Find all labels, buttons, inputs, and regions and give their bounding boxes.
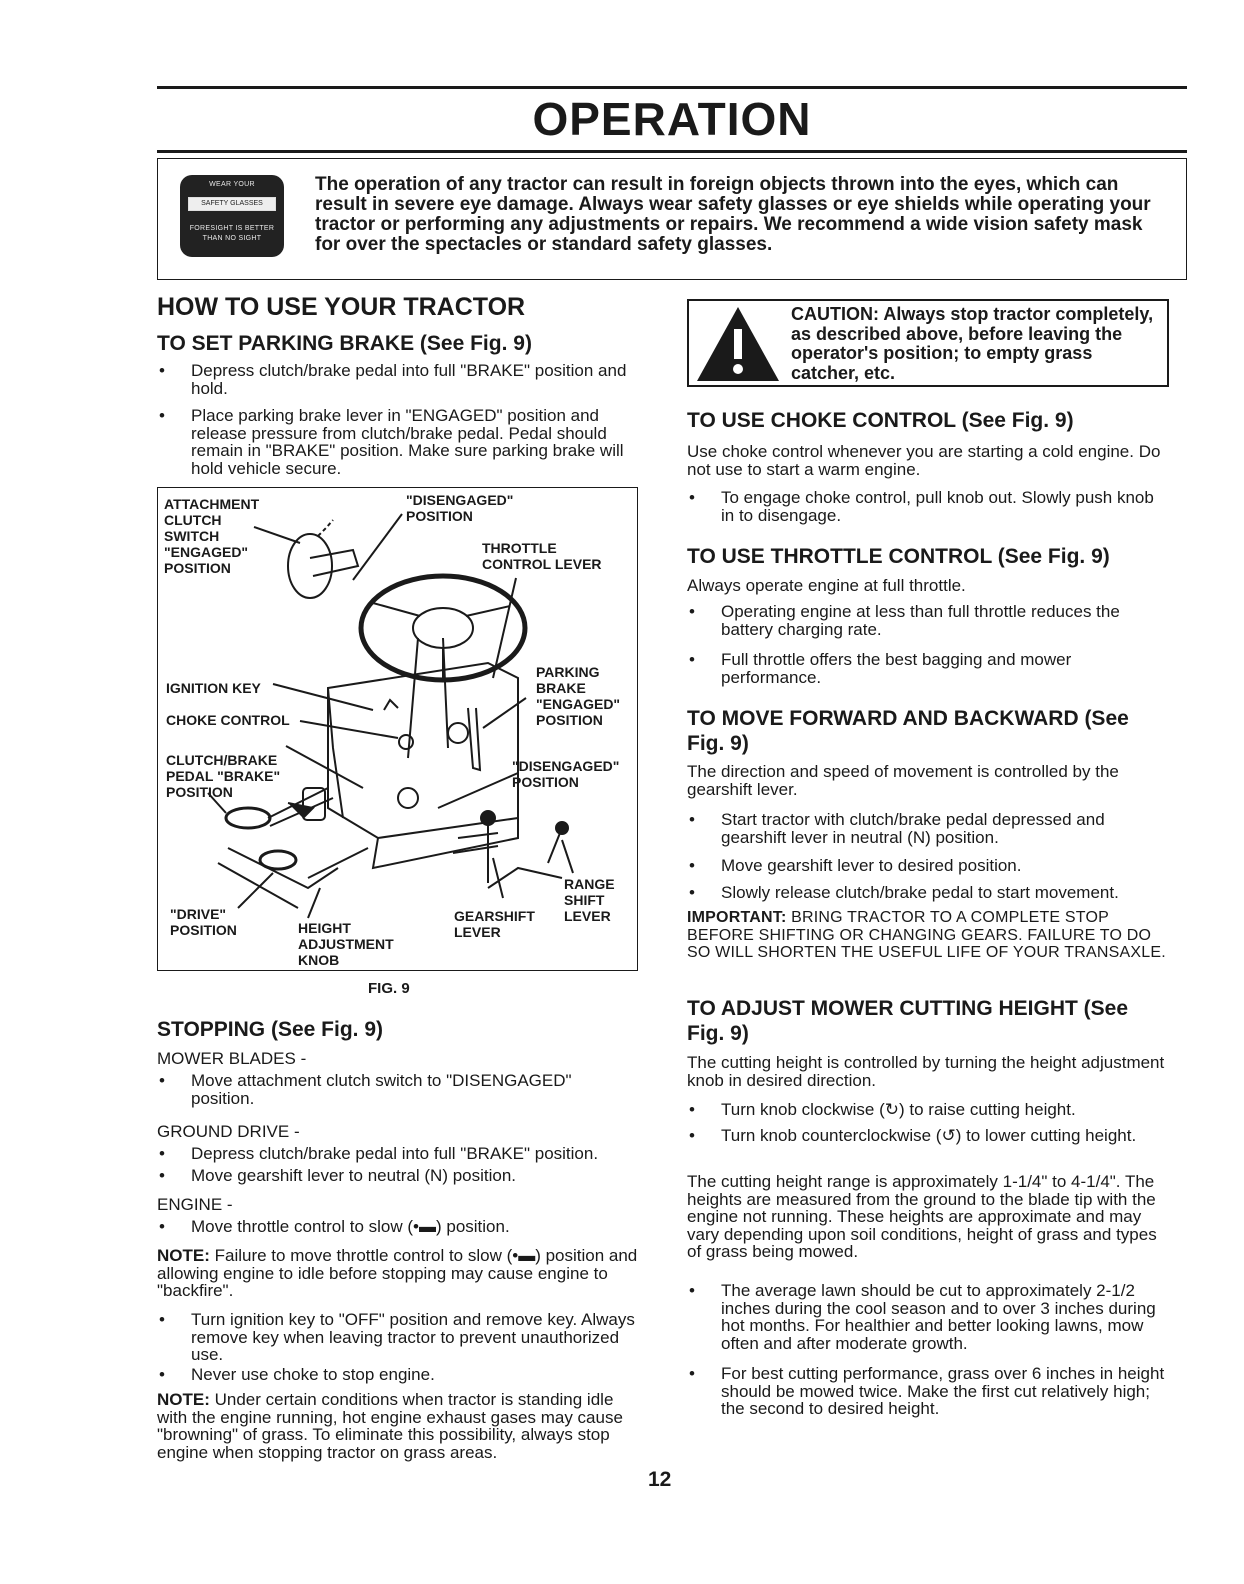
icon-line-2: SAFETY GLASSES bbox=[188, 197, 276, 211]
throttle-heading: TO USE THROTTLE CONTROL (See Fig. 9) bbox=[687, 545, 1110, 568]
throttle-bullet-2: • Full throttle offers the best bagging and mower performance. bbox=[687, 651, 1169, 686]
note-browning bbox=[157, 1391, 639, 1461]
label-throttle-lever: THROTTLE CONTROL LEVER bbox=[482, 540, 602, 572]
label-range-shift: RANGE SHIFT LEVER bbox=[564, 876, 615, 924]
label-parking-brake: PARKING BRAKE "ENGAGED" POSITION bbox=[536, 664, 621, 728]
important-text: BRING TRACTOR TO A COMPLETE STOP BEFORE SHIFTING OR CHANGING GEARS. FAILURE TO DO SO WILL SHORTEN THE USEFUL LIFE OF YOUR TRANSAXLE. bbox=[687, 909, 1166, 961]
parking-bullet-2: • Place parking brake lever in "ENGAGED" position and release pressure from clutch/brake pedal. Pedal should remain in "BRAKE" position. Make sure parking brake will hold vehicle secure. bbox=[157, 407, 639, 477]
caution-text: CAUTION: Always stop tractor completely, as described above, before leaving the operator's position; to empty grass catcher, etc. bbox=[791, 304, 1154, 383]
label-disengaged-mid: "DISENGAGED" POSITION bbox=[512, 758, 620, 790]
icon-line-3: FORESIGHT IS BETTER bbox=[189, 225, 275, 232]
mower-blades-bullet: • Move attachment clutch switch to "DISENGAGED" position. bbox=[157, 1072, 639, 1107]
cutting-height-text: The cutting height is controlled by turning the height adjustment knob in desired direction. bbox=[687, 1053, 1165, 1090]
choke-bullet: • To engage choke control, pull knob out. Slowly push knob in to disengage. bbox=[687, 489, 1169, 524]
cutting-bullet-2: • Turn knob counterclockwise (↺) to lower cutting height. bbox=[687, 1127, 1169, 1145]
title-rule bbox=[157, 150, 1187, 153]
cutting-bullet-4: • For best cutting performance, grass over 6 inches in height should be mowed twice. Make the first cut relatively high; the second to desired height. bbox=[687, 1365, 1169, 1418]
stopping-heading: STOPPING (See Fig. 9) bbox=[157, 1018, 383, 1041]
safety-glasses-icon bbox=[180, 175, 284, 257]
caution-icon bbox=[693, 301, 783, 385]
note-text: Failure to move throttle control to slow (•▬) position and allowing engine to idle before stopping may cause engine to "backfire". bbox=[157, 1246, 638, 1300]
page-number: 12 bbox=[648, 1468, 672, 1491]
label-drive-position: "DRIVE" POSITION bbox=[170, 906, 237, 938]
cutting-bullet-3: • The average lawn should be cut to approximately 2-1/2 inches during the cool season and to over 3 inches during hot months. For healthier and better looking lawns, mow often and after moderate growth. bbox=[687, 1282, 1169, 1352]
important-label: IMPORTANT: bbox=[687, 909, 787, 926]
move-bullet-2: • Move gearshift lever to desired position. bbox=[687, 857, 1169, 875]
choke-text: Use choke control whenever you are starting a cold engine. Do not use to start a warm engine. bbox=[687, 442, 1161, 479]
ground-drive-bullet-2: • Move gearshift lever to neutral (N) position. bbox=[157, 1167, 639, 1185]
figure-9 bbox=[157, 487, 638, 971]
move-heading: TO MOVE FORWARD AND BACKWARD (See Fig. 9) bbox=[687, 707, 1129, 755]
label-attachment-clutch: ATTACHMENT CLUTCH SWITCH "ENGAGED" POSITION bbox=[164, 496, 260, 576]
label-ignition-key: IGNITION KEY bbox=[166, 680, 261, 696]
eye-safety-warning bbox=[157, 158, 1187, 280]
parking-bullet-1: • Depress clutch/brake pedal into full "BRAKE" position and hold. bbox=[157, 362, 639, 397]
label-clutch-brake-pedal: CLUTCH/BRAKE PEDAL "BRAKE" POSITION bbox=[166, 752, 281, 800]
mower-blades-label: MOWER BLADES - bbox=[157, 1049, 307, 1068]
note-backfire bbox=[157, 1247, 639, 1300]
label-height-knob: HEIGHT ADJUSTMENT KNOB bbox=[298, 920, 394, 968]
engine-label: ENGINE - bbox=[157, 1195, 233, 1214]
top-rule bbox=[157, 86, 1187, 89]
ignition-key-bullet: • Turn ignition key to "OFF" position and remove key. Always remove key when leaving tractor to prevent unauthorized use. bbox=[157, 1311, 639, 1364]
note2-text: Under certain conditions when tractor is standing idle with the engine running, hot engine exhaust gases may cause "browning" of grass. To eliminate this possibility, always stop engine when stopping tractor on grass areas. bbox=[157, 1390, 623, 1462]
caution-box bbox=[687, 299, 1169, 387]
engine-bullet: • Move throttle control to slow (•▬) position. bbox=[157, 1218, 639, 1236]
figure-caption: FIG. 9 bbox=[368, 980, 410, 997]
throttle-bullet-1: • Operating engine at less than full throttle reduces the battery charging rate. bbox=[687, 603, 1169, 638]
note2-label: NOTE: bbox=[157, 1390, 210, 1409]
choke-stop-bullet: • Never use choke to stop engine. bbox=[157, 1366, 639, 1384]
move-bullet-1: • Start tractor with clutch/brake pedal depressed and gearshift lever in neutral (N) position. bbox=[687, 811, 1169, 846]
throttle-text: Always operate engine at full throttle. bbox=[687, 576, 966, 595]
main-heading: HOW TO USE YOUR TRACTOR bbox=[157, 293, 526, 321]
icon-line-1: WEAR YOUR bbox=[209, 181, 255, 188]
ground-drive-bullet-1: • Depress clutch/brake pedal into full "BRAKE" position. bbox=[157, 1145, 639, 1163]
cutting-range-text: The cutting height range is approximately 1-1/4" to 4-1/4". The heights are measured from the ground to the blade tip with the engine not running. These heights are approximate and may vary depending upon soil conditions, height of grass and types of grass being mowed. bbox=[687, 1172, 1157, 1261]
page-title: OPERATION bbox=[532, 93, 812, 145]
cutting-height-heading: TO ADJUST MOWER CUTTING HEIGHT (See Fig. 9) bbox=[687, 997, 1129, 1045]
ground-drive-label: GROUND DRIVE - bbox=[157, 1122, 300, 1141]
cutting-bullet-1: • Turn knob clockwise (↻) to raise cutting height. bbox=[687, 1101, 1169, 1119]
eye-warning-text: The operation of any tractor can result in foreign objects thrown into the eyes, which can result in severe eye damage. Always wear safety glasses or eye shields while operating your tractor or performing any adjustments or repairs. We recommend a wide vision safety mask for over the spectacles or standard safety glasses. bbox=[315, 174, 1151, 255]
parking-brake-heading: TO SET PARKING BRAKE (See Fig. 9) bbox=[157, 332, 532, 355]
note-label: NOTE: bbox=[157, 1246, 210, 1265]
label-choke-control: CHOKE CONTROL bbox=[166, 712, 290, 728]
move-text: The direction and speed of movement is controlled by the gearshift lever. bbox=[687, 762, 1119, 799]
move-bullet-3: • Slowly release clutch/brake pedal to start movement. bbox=[687, 884, 1169, 902]
label-gearshift-lever: GEARSHIFT LEVER bbox=[454, 908, 535, 940]
important-notice bbox=[687, 909, 1169, 962]
choke-heading: TO USE CHOKE CONTROL (See Fig. 9) bbox=[687, 409, 1074, 432]
label-disengaged-top: "DISENGAGED" POSITION bbox=[406, 492, 514, 524]
icon-line-4: THAN NO SIGHT bbox=[202, 235, 262, 242]
